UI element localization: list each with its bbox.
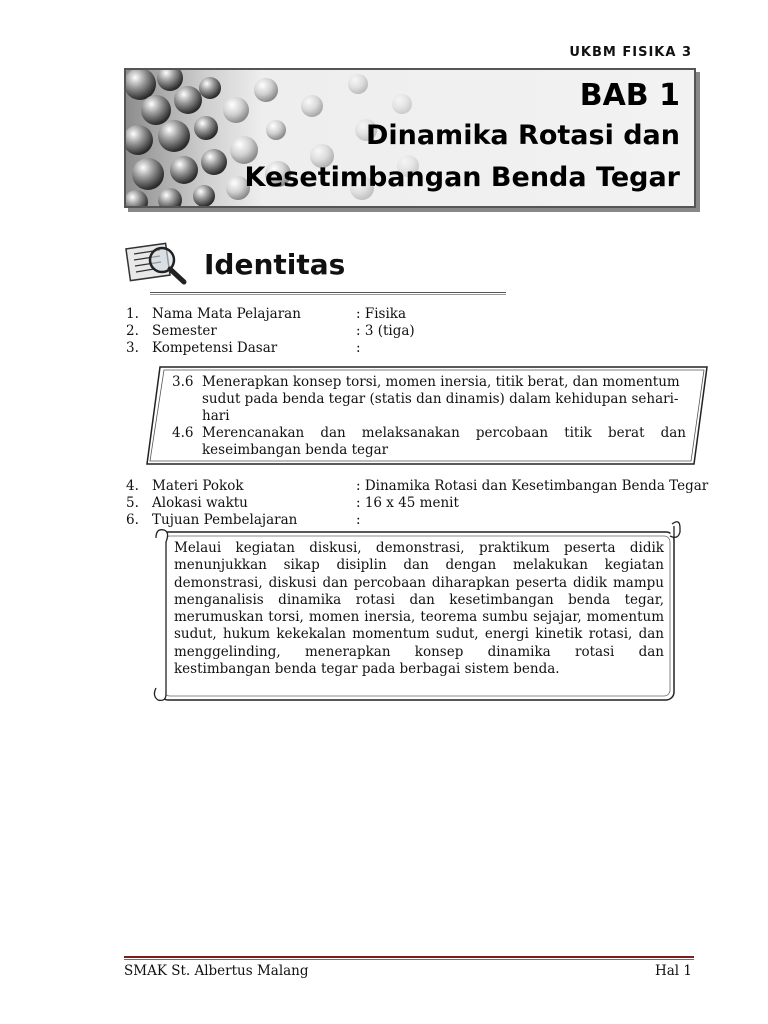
header-label: UKBM FISIKA 3	[569, 45, 692, 60]
item-number: 5.	[126, 495, 139, 511]
chapter-banner	[124, 68, 696, 208]
item-number: 4.	[126, 478, 139, 494]
identitas-heading: Identitas	[204, 248, 346, 281]
item-value: : Fisika	[356, 306, 406, 322]
kd-text-line: Menerapkan konsep torsi, momen inersia, titik berat, dan momentum	[202, 374, 680, 390]
document-magnifier-icon	[124, 236, 190, 290]
footer-divider	[124, 956, 694, 960]
item-label: Nama Mata Pelajaran	[152, 306, 301, 322]
item-number: 3.	[126, 340, 139, 356]
identitas-divider	[150, 292, 506, 295]
item-number: 6.	[126, 512, 139, 528]
kd-code: 4.6	[172, 425, 194, 441]
item-number: 2.	[126, 323, 139, 339]
footer-page-number: Hal 1	[654, 963, 692, 979]
chapter-number: BAB 1	[579, 78, 680, 113]
item-value: : Dinamika Rotasi dan Kesetimbangan Benda Tegar	[356, 478, 709, 494]
item-value: :	[356, 512, 361, 528]
item-label: Alokasi waktu	[152, 495, 248, 511]
kd-code: 3.6	[172, 374, 194, 390]
chapter-title-line1: Dinamika Rotasi dan	[365, 120, 680, 151]
kd-text-line: hari	[202, 408, 230, 424]
item-label: Materi Pokok	[152, 478, 244, 494]
item-label: Kompetensi Dasar	[152, 340, 278, 356]
item-label: Semester	[152, 323, 217, 339]
item-value: : 16 x 45 menit	[356, 495, 459, 511]
chapter-title-line2: Kesetimbangan Benda Tegar	[244, 162, 680, 193]
tujuan-text: Melaui kegiatan diskusi, demonstrasi, praktikum peserta didik menunjukkan sikap disiplin dan dengan melakukan kegiatan demonstrasi, diskusi dan percobaan diharapkan peserta didik mampu menganalisis dinamika rotasi dan kesetimbangan benda tegar, merumuskan torsi, momen inersia, teorema sumbu sejajar, momentum sudut, hukum kekekalan momentum sudut, energi kinetik rotasi, dan menggelinding, menerapkan konsep dinamika rotasi dan kestimbangan benda tegar pada berbagai sistem benda.	[174, 540, 664, 678]
item-number: 1.	[126, 306, 139, 322]
kd-text-line: keseimbangan benda tegar	[202, 442, 389, 458]
footer-school: SMAK St. Albertus Malang	[124, 963, 309, 979]
kd-text-line: Merencanakan dan melaksanakan percobaan titik berat dan	[202, 425, 686, 441]
item-value: : 3 (tiga)	[356, 323, 415, 339]
kompetensi-text	[172, 374, 686, 459]
item-value: :	[356, 340, 361, 356]
kd-text-line: sudut pada benda tegar (statis dan dinamis) dalam kehidupan sehari-	[202, 391, 679, 407]
item-label: Tujuan Pembelajaran	[152, 512, 298, 528]
